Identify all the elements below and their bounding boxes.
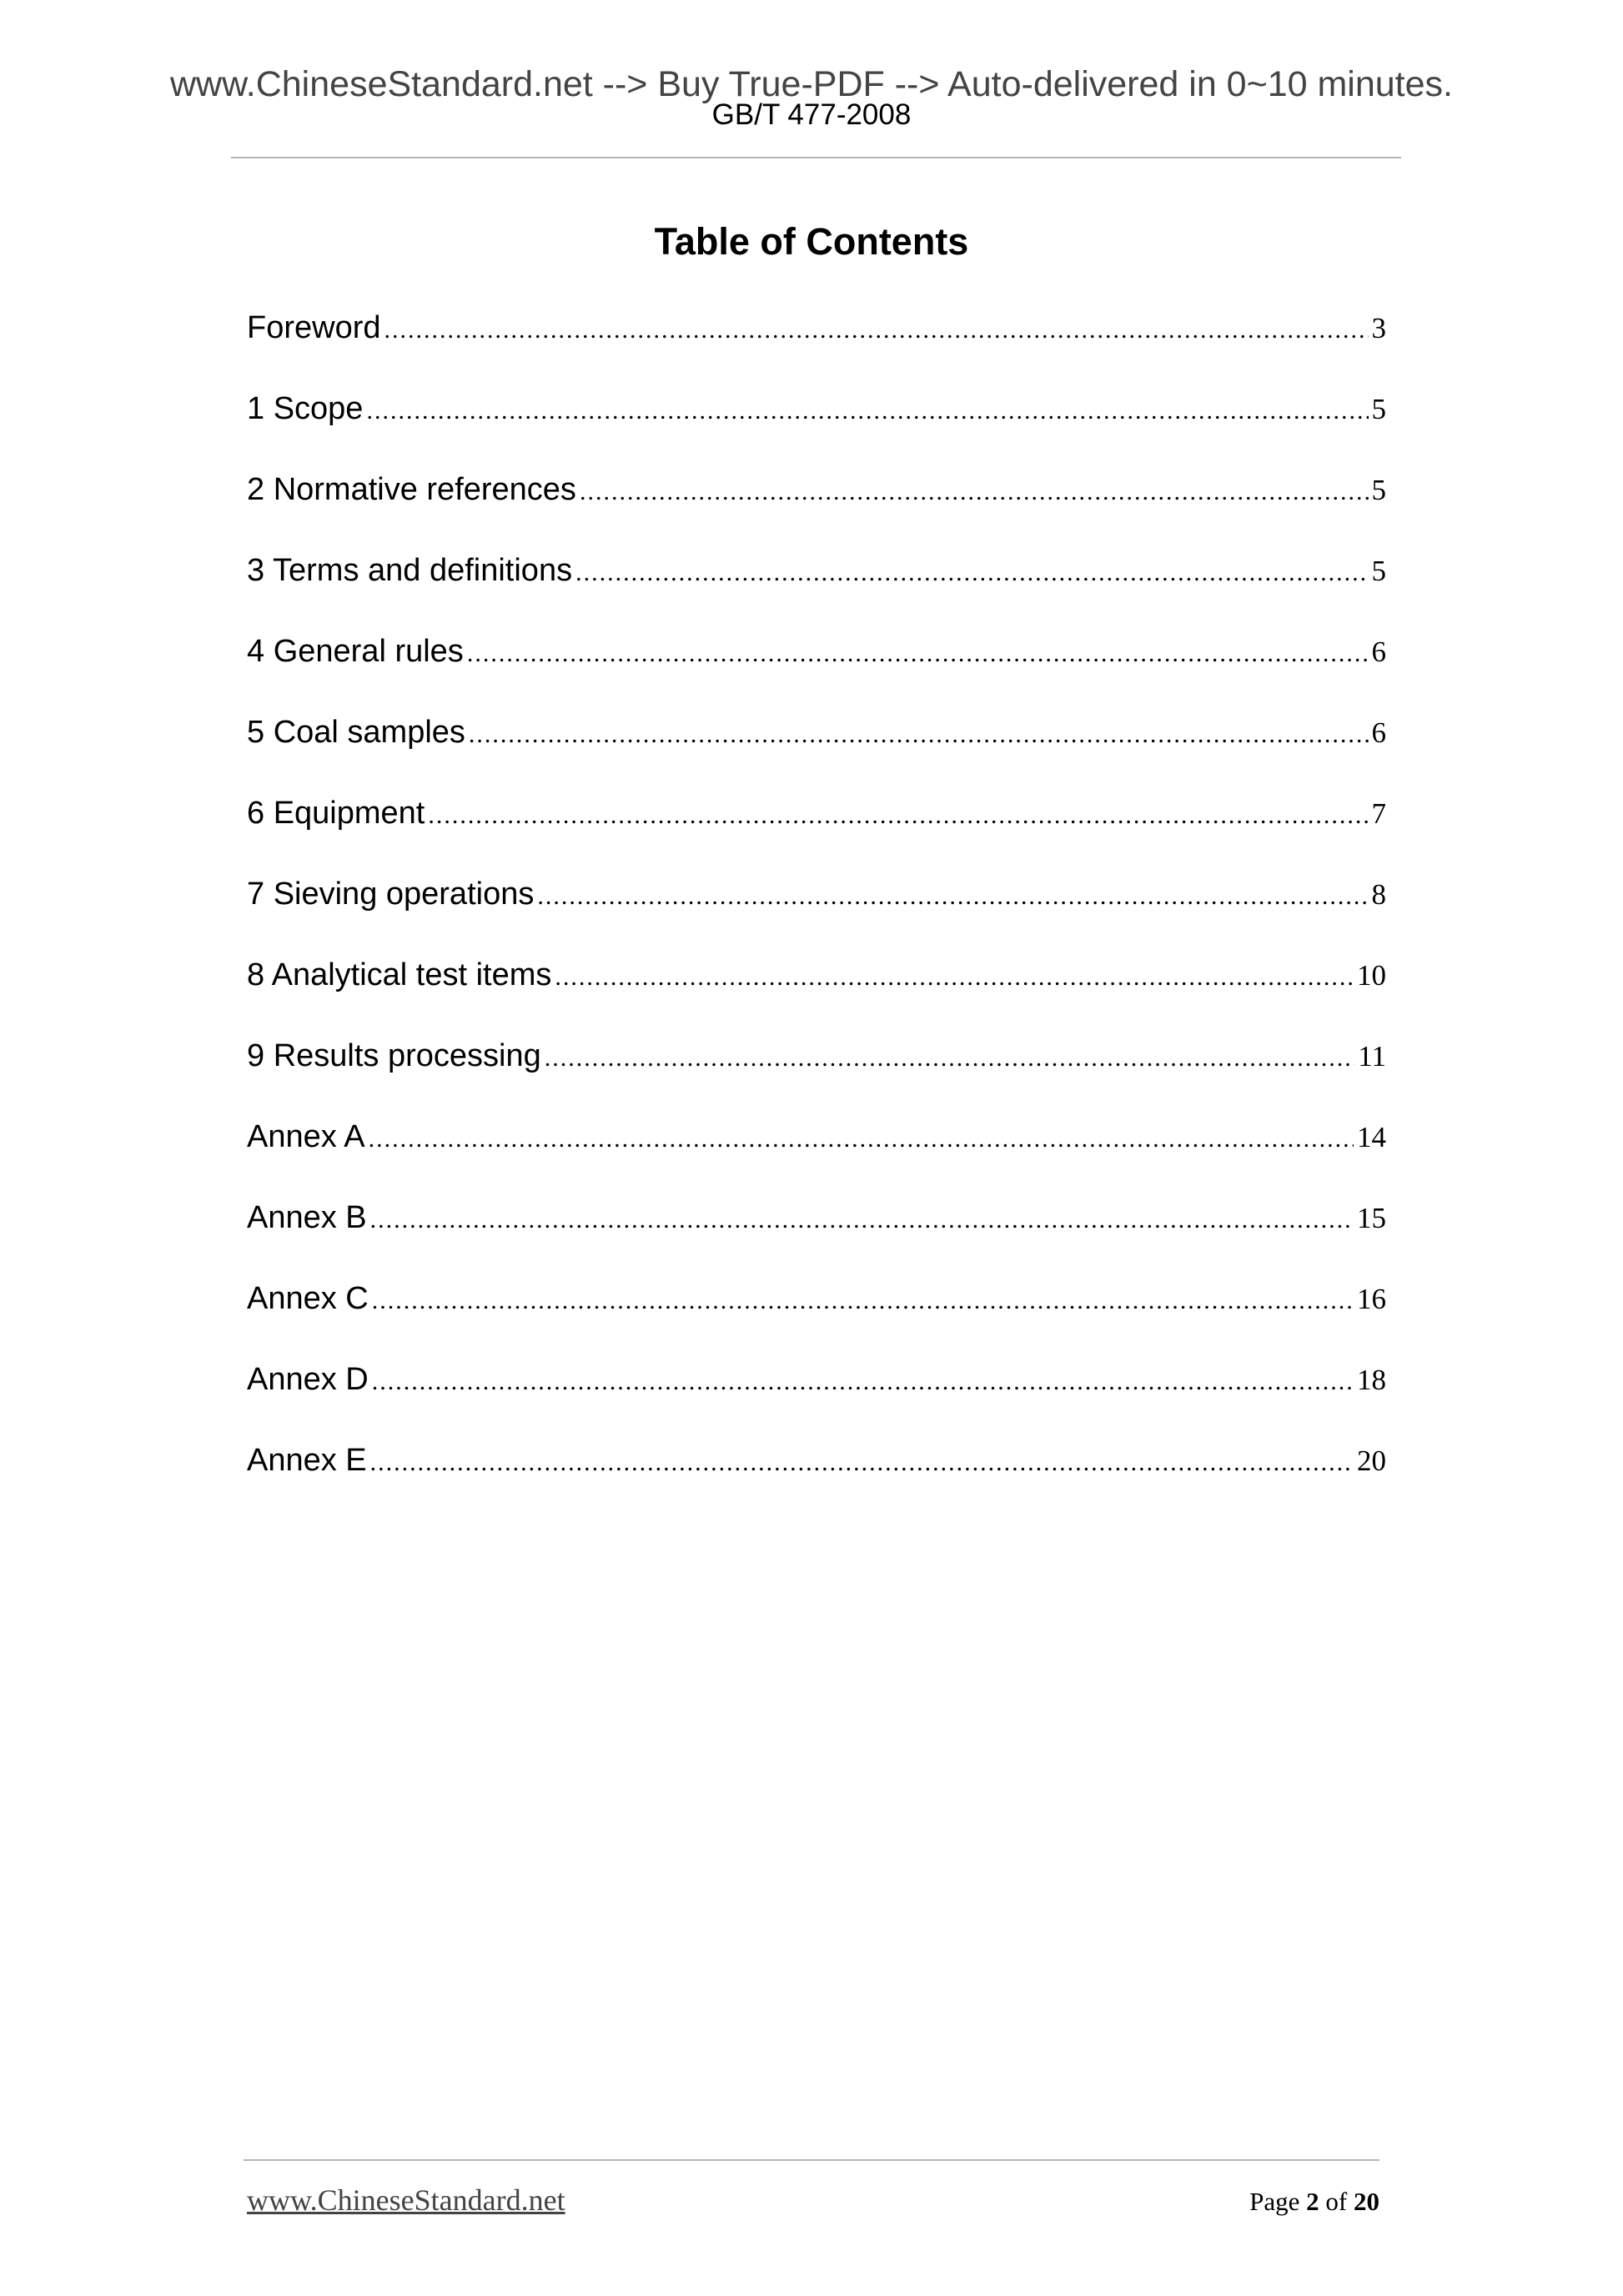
toc-entry-annex-d[interactable] — [247, 1362, 1386, 1443]
toc-entry-label: 4 General rules — [247, 634, 464, 669]
toc-entry-page: 6 — [1371, 716, 1386, 749]
toc-dot-leader — [370, 1206, 1354, 1234]
toc-entry-page: 11 — [1358, 1040, 1386, 1073]
toc-entry-page: 14 — [1357, 1121, 1386, 1153]
toc-entry-label: 5 Coal samples — [247, 715, 465, 750]
toc-dot-leader — [537, 882, 1368, 911]
toc-entry-label: 7 Sieving operations — [247, 877, 535, 912]
toc-entry-terms-and-definitions[interactable] — [247, 553, 1386, 634]
toc-dot-leader — [467, 640, 1369, 668]
page-number — [1249, 2185, 1379, 2218]
toc-dot-leader — [384, 316, 1369, 344]
toc-dot-leader — [469, 721, 1369, 749]
toc-entry-page: 8 — [1371, 878, 1386, 911]
document-code: GB/T 477-2008 — [711, 98, 912, 131]
toc-entry-label: 2 Normative references — [247, 472, 576, 507]
toc-dot-leader — [372, 1287, 1354, 1315]
toc-dot-leader — [369, 1125, 1354, 1153]
toc-dot-leader — [372, 1368, 1354, 1396]
toc-entry-annex-b[interactable] — [247, 1200, 1386, 1281]
toc-entry-page: 15 — [1357, 1202, 1386, 1234]
toc-entry-page: 5 — [1371, 474, 1386, 506]
total-page-count: 20 — [1354, 2187, 1379, 2216]
toc-entry-sieving-operations[interactable] — [247, 877, 1386, 957]
toc-dot-leader — [545, 1044, 1355, 1073]
toc-dot-leader — [428, 801, 1368, 830]
table-of-contents — [247, 310, 1386, 1524]
toc-entry-normative-references[interactable] — [247, 472, 1386, 553]
toc-entry-page: 5 — [1371, 555, 1386, 587]
footer-website-link[interactable]: www.ChineseStandard.net — [247, 2183, 565, 2217]
header-banner: www.ChineseStandard.net --> Buy True-PDF --> Auto-delivered in 0~10 minutes. — [169, 64, 1453, 104]
toc-entry-foreword[interactable] — [247, 310, 1386, 391]
toc-entry-scope[interactable] — [247, 391, 1386, 472]
toc-dot-leader — [370, 1449, 1354, 1477]
toc-entry-page: 16 — [1357, 1283, 1386, 1315]
toc-entry-label: 1 Scope — [247, 391, 364, 426]
toc-entry-label: Annex C — [247, 1281, 369, 1316]
toc-entry-label: 6 Equipment — [247, 796, 425, 831]
toc-entry-page: 5 — [1371, 393, 1386, 425]
toc-entry-page: 10 — [1357, 959, 1386, 992]
toc-entry-label: Annex B — [247, 1200, 367, 1235]
toc-dot-leader — [580, 478, 1369, 506]
current-page-number: 2 — [1306, 2187, 1319, 2216]
header-divider — [231, 157, 1401, 158]
toc-entry-annex-e[interactable] — [247, 1443, 1386, 1524]
toc-entry-label: 9 Results processing — [247, 1038, 541, 1073]
toc-entry-equipment[interactable] — [247, 796, 1386, 877]
toc-entry-label: 8 Analytical test items — [247, 957, 552, 992]
toc-entry-page: 18 — [1357, 1364, 1386, 1396]
toc-entry-page: 3 — [1371, 312, 1386, 344]
toc-entry-page: 7 — [1371, 797, 1386, 830]
toc-entry-label: Foreword — [247, 310, 381, 345]
toc-entry-label: 3 Terms and definitions — [247, 553, 573, 588]
toc-dot-leader — [575, 559, 1368, 587]
toc-entry-analytical-test-items[interactable] — [247, 957, 1386, 1038]
toc-entry-label: Annex D — [247, 1362, 369, 1397]
page-word: Page — [1249, 2187, 1300, 2216]
toc-dot-leader — [555, 963, 1354, 992]
toc-entry-page: 6 — [1371, 636, 1386, 668]
toc-entry-general-rules[interactable] — [247, 634, 1386, 715]
toc-entry-label: Annex A — [247, 1119, 365, 1154]
of-word: of — [1325, 2187, 1348, 2216]
toc-entry-annex-c[interactable] — [247, 1281, 1386, 1362]
toc-entry-annex-a[interactable] — [247, 1119, 1386, 1200]
toc-entry-results-processing[interactable] — [247, 1038, 1386, 1119]
toc-entry-page: 20 — [1357, 1444, 1386, 1477]
footer-divider — [244, 2159, 1379, 2161]
toc-entry-label: Annex E — [247, 1443, 367, 1478]
toc-dot-leader — [366, 397, 1368, 425]
toc-title: Table of Contents — [654, 220, 969, 263]
toc-entry-coal-samples[interactable] — [247, 715, 1386, 796]
